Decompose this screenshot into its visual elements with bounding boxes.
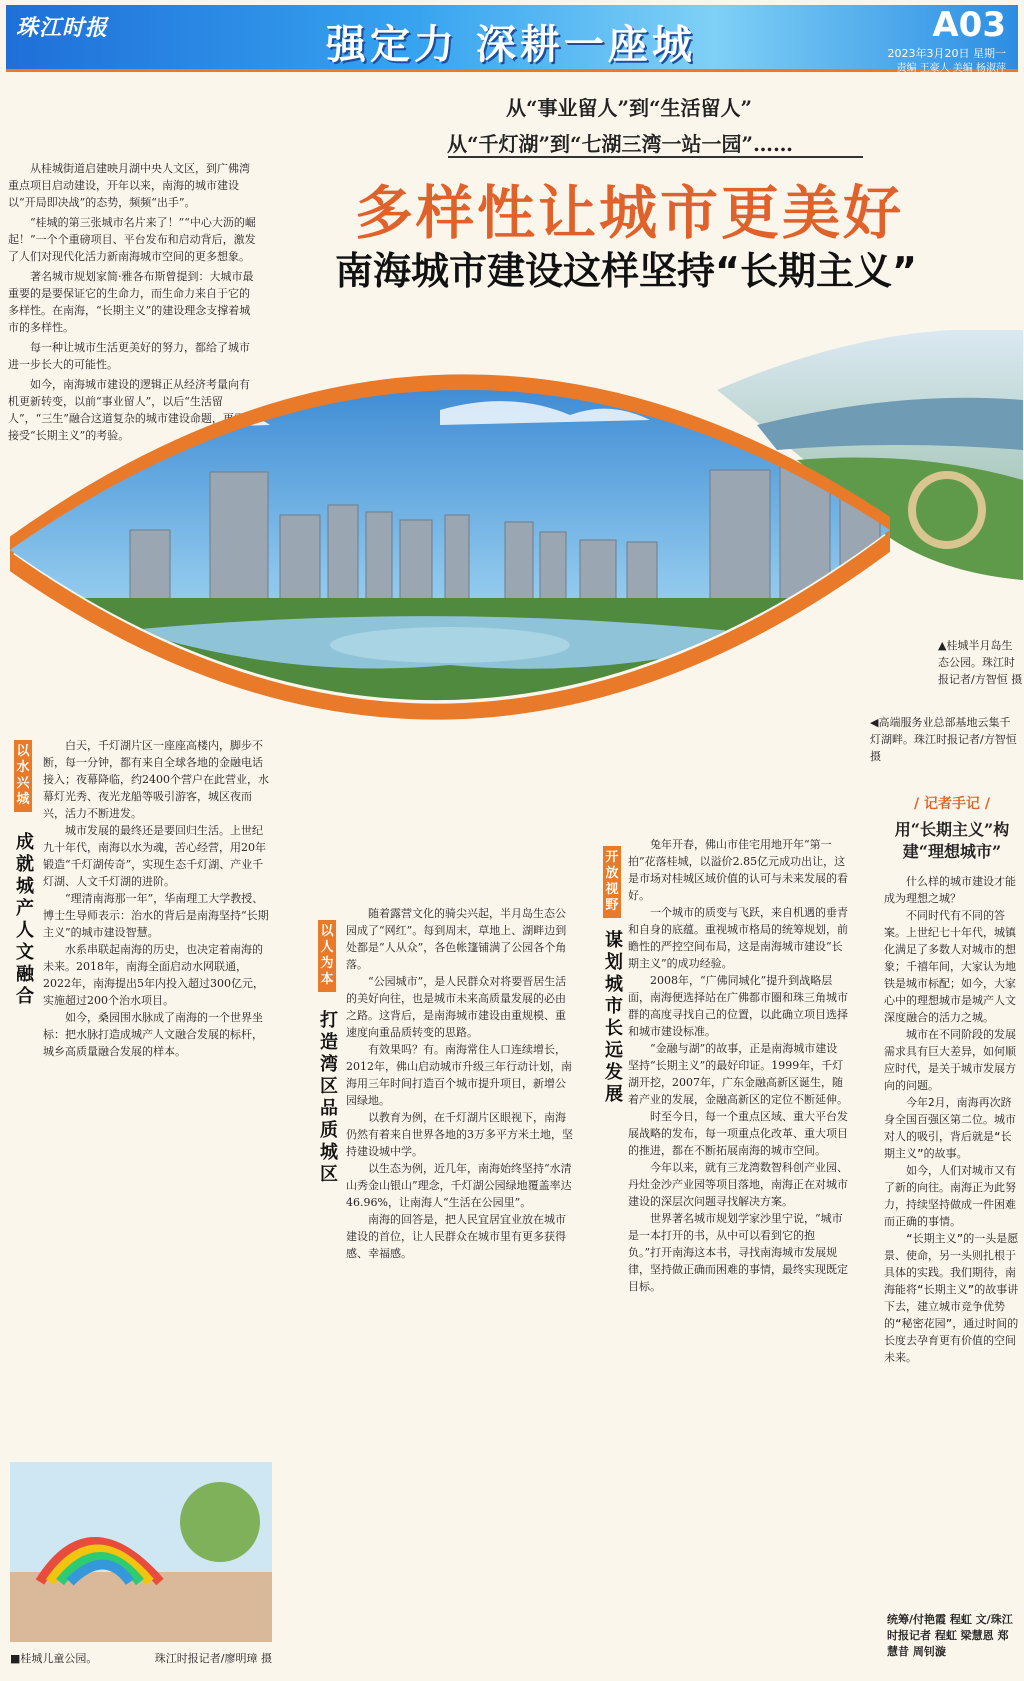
park-photo-caption: ▲桂城半月岛生态公园。珠江时报记者/方智恒 摄 — [938, 639, 1023, 686]
section-tag: 以人为本 — [318, 920, 336, 992]
paragraph: 每一种让城市生活更美好的努力，都给了城市进一步长大的可能性。 — [8, 341, 250, 371]
reporter-commentary — [884, 793, 1020, 1366]
children-park-photo — [10, 1462, 272, 1642]
paragraph: 如今，人们对城市又有了新的向往。南海正为此努力，持续坚持做成一件困难而正确的事情。 — [884, 1164, 1016, 1228]
paragraph: 一个城市的质变与飞跃，来自机遇的垂青和自身的底蕴。重视城市格局的统筹规划，前瞻性的严控空间布局，这是南海城市建设“长期主义”的成功经验。 — [628, 906, 848, 970]
section-title: 打造湾区品质城区 — [320, 1010, 338, 1185]
section-body — [346, 905, 576, 1262]
kicker-line-2: 从“千灯湖”到“七湖三湾一站一园”…… — [447, 132, 794, 156]
paragraph: “桂城的第三张城市名片来了！”“中心大沥的崛起！”一个个重磅项目、平台发布和启动背后，激发了人们对现代化活力新南海城市空间的更多想象。 — [8, 216, 256, 263]
paragraph: 时至今日，每一个重点区域、重大平台发展战略的发布，每一项重点化改革、重大项目的推进，都在不断拓展南海的城市空间。 — [628, 1110, 848, 1157]
paragraph: 以教育为例，在千灯湖片区眼视下，南海仍然有着来自世界各地的3万多平方米土地，坚持建设城中学。 — [346, 1111, 573, 1158]
paragraph: 城市在不同阶段的发展需求具有巨大差异，如何顺应时代，是关于城市发展方向的问题。 — [884, 1028, 1016, 1092]
paragraph: 以生态为例，近几年，南海始终坚持“水清山秀金山银山”理念，千灯湖公园绿地覆盖率达46.96%，让南海人“生活在公园里”。 — [346, 1162, 572, 1209]
section-body — [628, 836, 848, 1295]
paragraph: 今年2月，南海再次跻身全国百强区第二位。城市对人的吸引，背后就是“长期主义”的故事。 — [884, 1096, 1016, 1160]
lake-photo-caption: ◀高端服务业总部基地云集千灯湖畔。珠江时报记者/方智恒 摄 — [870, 716, 1017, 763]
commentary-label: / 记者手记 / — [914, 796, 990, 812]
paragraph: 水系串联起南海的历史，也决定着南海的未来。2018年，南海全面启动水网联通，2022年，南海提出5年内投入超过300亿元，实施超过200个治水项目。 — [43, 943, 264, 1007]
editor-credits: 责编 王豪人 美编 杨淑萍 — [896, 63, 1006, 74]
paragraph: 从桂城街道启建映月湖中央人文区，到广佛湾重点项目启动建设，开年以来，南海的城市建设以“开局即决战”的态势，频频“出手”。 — [8, 162, 250, 209]
masthead-banner — [6, 5, 1018, 72]
headline: 多样性让城市更美好 — [355, 179, 905, 247]
paragraph: “理清南海那一年”，华南理工大学教授、博士生导师表示：治水的背后是南海坚持“长期主义”的城市建设智慧。 — [43, 892, 269, 939]
subheadline: 南海城市建设这样坚持“长期主义” — [335, 249, 917, 293]
paragraph: 著名城市规划家简·雅各布斯曾提到：大城市最重要的是要保证它的生命力，而生命力来自于它的多样性。在南海，“长期主义”的建设理念支撑着城市的多样性。 — [8, 270, 254, 334]
paper-name: 珠江时报 — [16, 16, 109, 41]
section-tag: 以水兴城 — [14, 740, 32, 812]
kicker-rule — [448, 156, 863, 158]
kids-photo-credit: 珠江时报记者/廖明璋 摄 — [154, 1652, 272, 1665]
paragraph: 世界著名城市规划学家沙里宁说，“城市是一本打开的书，从中可以看到它的抱负。”打开南海这本书，寻找南海城市发展规律，坚持做正确而困难的事情，最终实现既定目标。 — [628, 1212, 848, 1293]
page-number: A03 — [932, 5, 1006, 45]
section-title: 成就城产人文融合 — [16, 832, 34, 1007]
paragraph: 白天，千灯湖片区一座座高楼内，脚步不断，每一分钟，都有来自全球各地的金融电话接入；夜幕降临，约2400个营户在此营业，水幕灯光秀、夜光龙船等吸引游客，城区夜而兴，活力不断进发。 — [43, 739, 269, 820]
kids-caption-text: ■桂城儿童公园。 — [10, 1652, 98, 1665]
section-tag: 开放视野 — [603, 846, 621, 918]
paragraph: 2008年，“广佛同城化”提升到战略层面，南海便选择站在广佛都市圈和珠三角城市群的高度寻找自己的位置，以此确立项目选择和城市建设标准。 — [628, 974, 848, 1038]
paragraph: “公园城市”，是人民群众对将要晋居生活的美好向往，也是城市未来高质量发展的必由之路。这背后，是南海城市建设由重规模、重速度向重品质转变的思路。 — [346, 975, 567, 1039]
kicker-line-1: 从“事业留人”到“生活留人” — [506, 96, 753, 120]
paragraph: 城市发展的最终还是要回归生活。上世纪九十年代，南海以水为魂，苦心经营，用20年锻造“千灯湖传奇”，实现生态千灯湖、产业千灯湖、人文千灯湖的进阶。 — [43, 824, 266, 888]
paragraph: 如今，南海城市建设的逻辑正从经济考量向有机更新转变，以前“事业留人”，以后“生活留人”，“三生”融合这道复杂的城市建设命题，更需要接受“长期主义”的考验。 — [8, 378, 256, 442]
paragraph: 南海的回答是，把人民宜居宜业放在城市建设的首位，让人民群众在城市里有更多获得感、幸福感。 — [346, 1213, 566, 1260]
paragraph: 如今，桑园围水脉成了南海的一个世界坐标：把水脉打造成城产人文融合发展的标杆，城乡高质量融合发展的样本。 — [43, 1011, 263, 1058]
paragraph: 兔年开春，佛山市佳宅用地开年“第一拍”花落桂城，以溢价2.85亿元成功出让，这是市场对桂城区域价值的认可与未来发展的看好。 — [628, 838, 848, 902]
commentary-title: 用“长期主义”构建“理想城市” — [894, 820, 1010, 861]
edition-title: 强定力 深耕一座城 — [326, 22, 696, 68]
article-credit: 统筹/付艳霞 程虹 文/珠江时报记者 程虹 梁慧恩 郑慧昔 周钊漩 — [887, 1613, 1013, 1658]
city-skyline-eye-photo — [10, 300, 890, 765]
paragraph: “金融与湖”的故事，正是南海城市建设坚持“长期主义”的最好印证。1999年，千灯湖开挖，2007年，广东金融高新区诞生，随着产业的发展，金融高新区的定位不断延伸。 — [628, 1042, 848, 1106]
paragraph: 不同时代有不同的答案。上世纪七十年代，城镇化满足了多数人对城市的想象；千禧年间，大家认为地铁是城市标配；如今，大家心中的理想城市是城产人文深度融合的活力之城。 — [884, 909, 1016, 1024]
paragraph: 随着露营文化的骑尖兴起，半月岛生态公园成了“网红”。每到周末，草地上、湖畔边到处都是“人从众”，各色帐篷铺满了公园各个角落。 — [346, 907, 567, 971]
paragraph: “长期主义”的一头是愿景、使命，另一头则扎根于具体的实践。我们期待，南海能将“长期主义”的故事讲下去，建立城市竞争优势的“秘密花园”，通过时间的长度去孕育更有价值的空间未来。 — [884, 1232, 1019, 1364]
section-body — [43, 737, 273, 1060]
paragraph: 什么样的城市建设才能成为理想之城？ — [884, 875, 1016, 905]
kids-photo-caption — [10, 1650, 272, 1667]
paragraph: 有效果吗？有。南海常住人口连续增长，2012年，佛山启动城市升级三年行动计划，南海用三年时间打造百个城市提升项目，新增公园绿地。 — [346, 1043, 572, 1107]
commentary-body — [884, 873, 1020, 1366]
paragraph: 今年以来，就有三龙湾数智科创产业园、丹灶金沙产业园等项目落地，南海正在对城市建设的深层次问题寻找解决方案。 — [628, 1161, 848, 1208]
publication-date: 2023年3月20日 星期一 — [887, 47, 1006, 60]
section-title: 谋划城市长远发展 — [605, 930, 623, 1105]
